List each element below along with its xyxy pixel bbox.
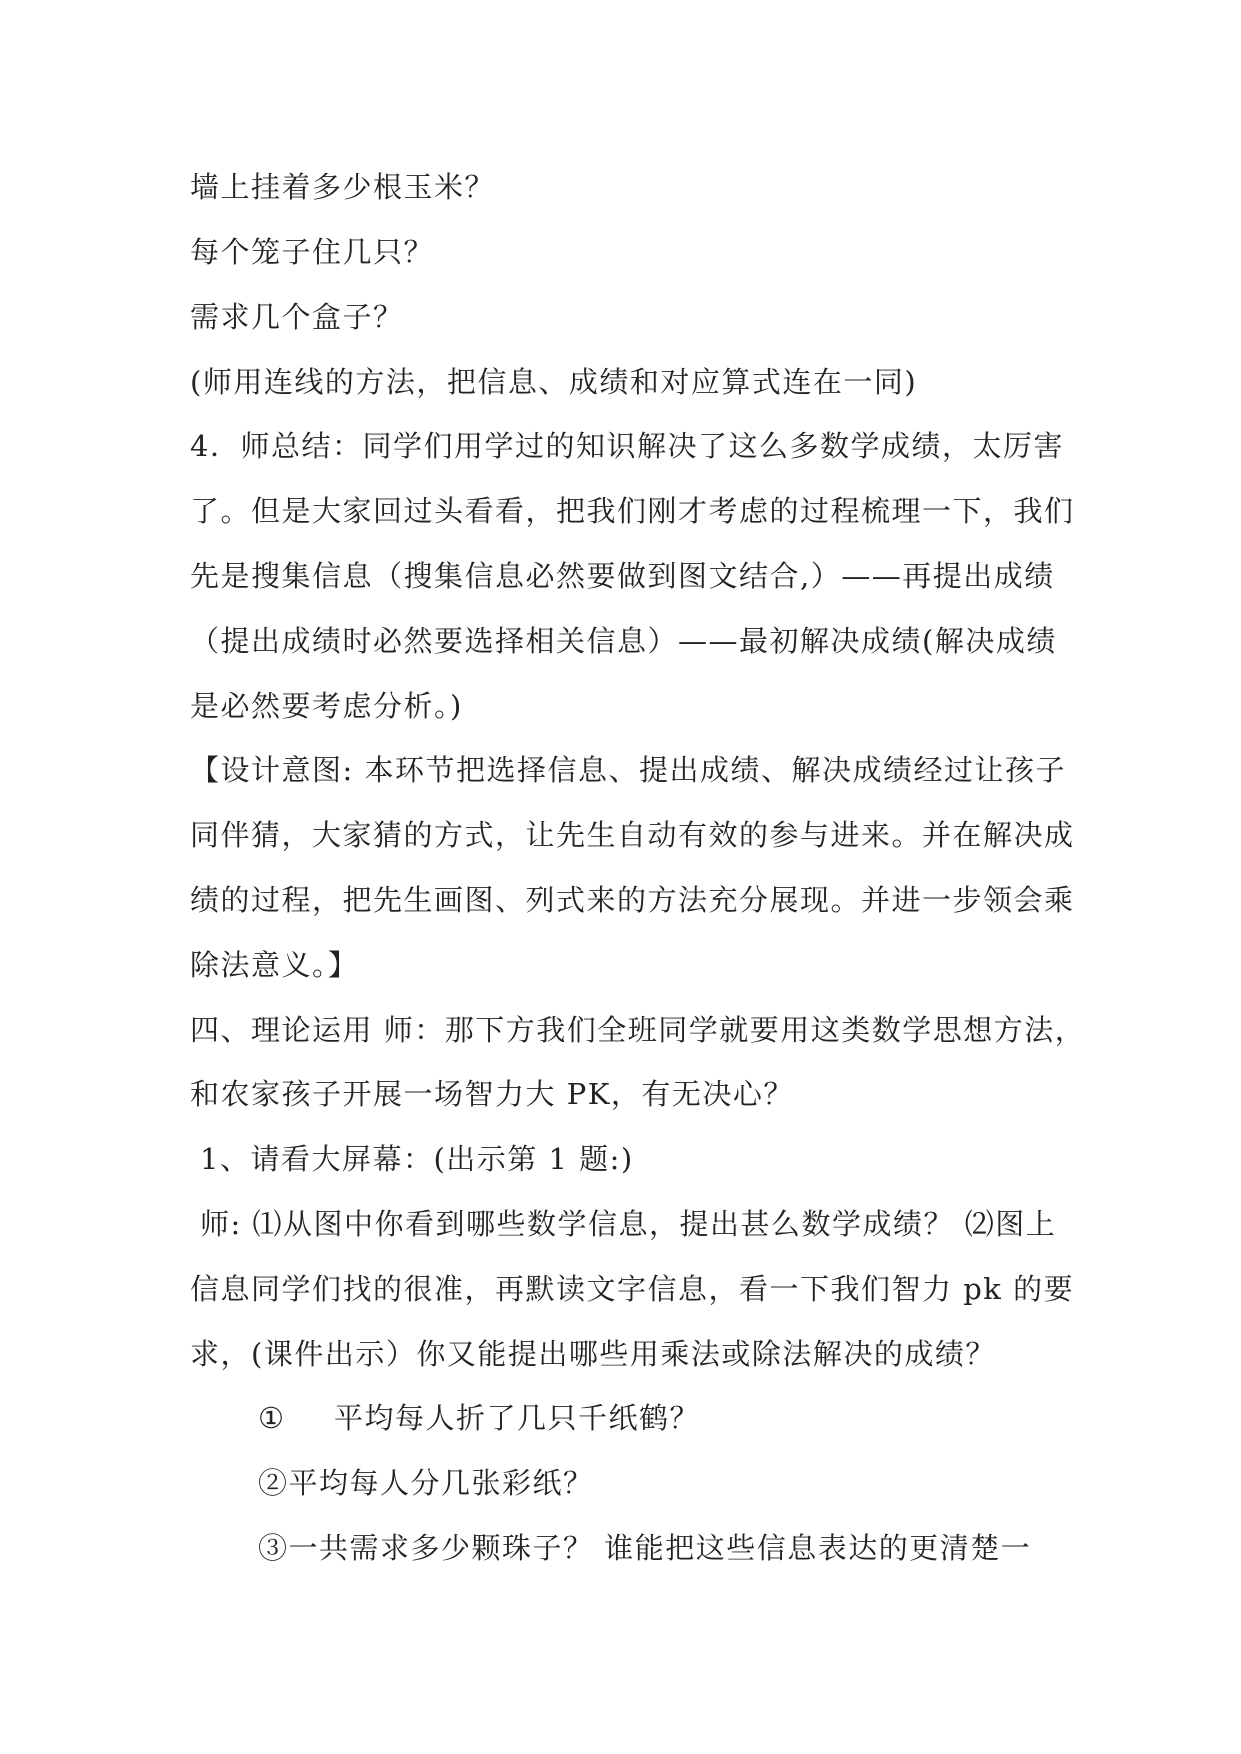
text-line: 是必然要考虑分析。) bbox=[190, 689, 463, 723]
text-line: 除法意义。】 bbox=[190, 948, 359, 982]
text-line: 求，(课件出示）你又能提出哪些用乘法或除法解决的成绩？ bbox=[190, 1337, 996, 1371]
text-line: （提出成绩时必然要选择相关信息）——最初解决成绩(解决成绩 bbox=[190, 624, 1057, 658]
text-line: (师用连线的方法，把信息、成绩和对应算式连在一同) bbox=[190, 365, 918, 399]
text-line: 4．师总结：同学们用学过的知识解决了这么多数学成绩，太厉害 bbox=[190, 429, 1064, 463]
text-line: 信息同学们找的很准，再默读文字信息，看一下我们智力 pk 的要 bbox=[190, 1272, 1075, 1306]
item-text: 平均每人折了几只千纸鹤？ bbox=[334, 1401, 701, 1435]
numbered-item bbox=[258, 1528, 1138, 1568]
numbered-item bbox=[258, 1463, 1138, 1503]
text-line: 每个笼子住几只？ bbox=[190, 235, 435, 269]
numbered-item bbox=[258, 1398, 1138, 1438]
text-line: 四、理论运用 师：那下方我们全班同学就要用这类数学思想方法， bbox=[190, 1013, 1086, 1047]
text-line: 师: ⑴从图中你看到哪些数学信息，提出甚么数学成绩？ ⑵图上 bbox=[200, 1207, 1057, 1241]
text-line: 和农家孩子开展一场智力大 PK，有无决心？ bbox=[190, 1077, 794, 1111]
item-number: ① bbox=[258, 1401, 286, 1435]
text-line: 先是搜集信息（搜集信息必然要做到图文结合,）——再提出成绩 bbox=[190, 559, 1055, 593]
item-text: 一共需求多少颗珠子？ 谁能把这些信息表达的更清楚一 bbox=[288, 1531, 1032, 1565]
item-number: ② bbox=[258, 1466, 289, 1500]
item-number: ③ bbox=[258, 1531, 289, 1565]
text-line: 1、请看大屏幕：(出示第 1 题:) bbox=[200, 1142, 634, 1176]
item-text: 平均每人分几张彩纸？ bbox=[288, 1466, 594, 1500]
text-line: 墙上挂着多少根玉米？ bbox=[190, 170, 496, 204]
text-line: 绩的过程，把先生画图、列式来的方法充分展现。并进一步领会乘 bbox=[190, 883, 1075, 917]
text-line: 了。但是大家回过头看看，把我们刚才考虑的过程梳理一下，我们 bbox=[190, 494, 1075, 528]
text-line: 同伴猜，大家猜的方式，让先生自动有效的参与进来。并在解决成 bbox=[190, 818, 1075, 852]
text-line: 【设计意图: 本环节把选择信息、提出成绩、解决成绩经过让孩子 bbox=[190, 753, 1066, 787]
text-line: 需求几个盒子？ bbox=[190, 300, 404, 334]
